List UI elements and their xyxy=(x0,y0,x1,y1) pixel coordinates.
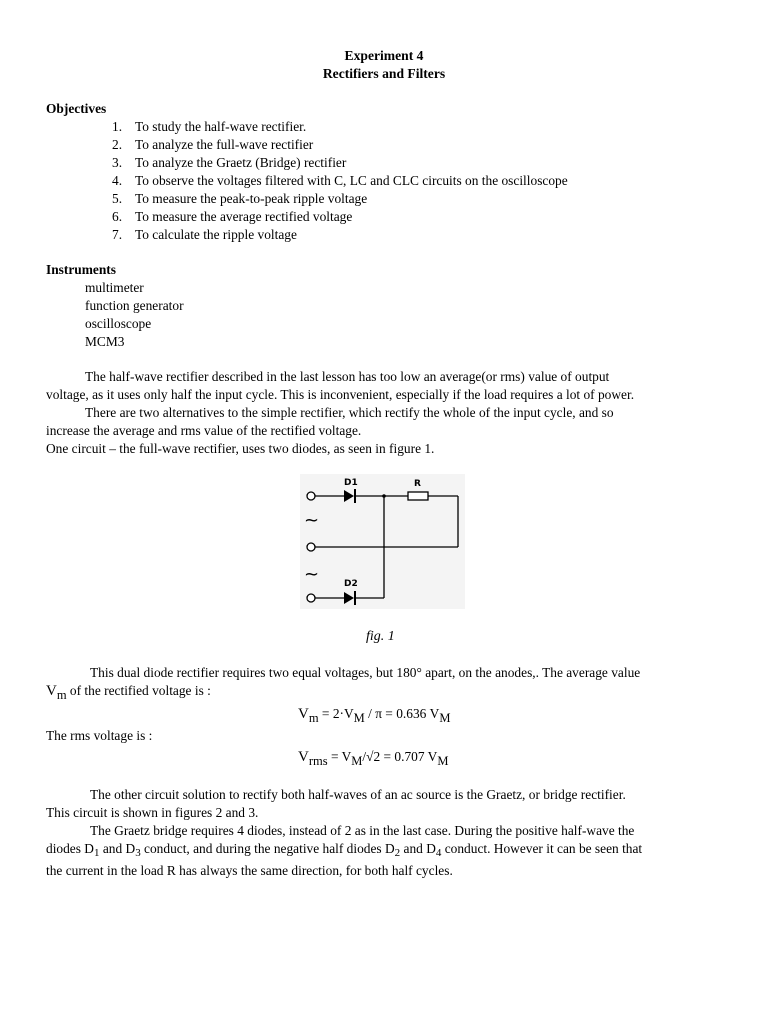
formula-average-voltage xyxy=(298,706,450,726)
text-run: conduct. However it can be seen that xyxy=(441,841,643,856)
figure-1-circuit xyxy=(300,474,465,609)
formula-subscript: M xyxy=(437,754,449,768)
subscript: 4 xyxy=(435,847,442,859)
formula-subscript: rms xyxy=(308,754,328,768)
objective-text: To calculate the ripple voltage xyxy=(135,227,297,242)
formula-term: /√2 = 0.707 V xyxy=(362,749,438,764)
instrument-item: oscilloscope xyxy=(85,316,152,331)
formula-term: V xyxy=(298,706,309,722)
intro-paragraph-line: The half-wave rectifier described in the last lesson has too low an average(or rms) value of output xyxy=(85,369,610,384)
instrument-item: MCM3 xyxy=(85,334,125,349)
graetz-paragraph-line: This circuit is shown in figures 2 and 3. xyxy=(46,805,259,820)
graetz-paragraph-line xyxy=(46,841,642,859)
objective-item xyxy=(0,137,768,155)
terminal-top xyxy=(307,492,315,500)
instrument-item: multimeter xyxy=(85,280,144,295)
terminal-bottom xyxy=(307,594,315,602)
instrument-item: function generator xyxy=(85,298,184,313)
formula-term: / π = 0.636 V xyxy=(364,706,440,721)
experiment-number: Experiment 4 xyxy=(344,48,424,63)
objective-text: To study the half-wave rectifier. xyxy=(135,119,307,134)
subscript: 1 xyxy=(93,847,100,859)
rms-intro: The rms voltage is : xyxy=(46,728,153,743)
formula-subscript: M xyxy=(353,711,365,725)
dual-paragraph-line xyxy=(46,683,211,703)
resistor-r-icon xyxy=(408,492,428,500)
figure-1-caption: fig. 1 xyxy=(366,629,395,644)
formula-term: = 2·V xyxy=(318,706,354,721)
intro-paragraph-line: voltage, as it uses only half the input cycle. This is inconvenient, especially if the load requires a lot of power. xyxy=(46,387,635,402)
diode-d1-label: D1 xyxy=(344,478,358,488)
objective-item xyxy=(0,209,768,227)
ac-source-tilde-top: ~ xyxy=(304,510,320,531)
objective-item xyxy=(0,155,768,173)
objective-text: To observe the voltages filtered with C, LC and CLC circuits on the oscilloscope xyxy=(135,173,568,188)
objective-text: To measure the peak-to-peak ripple voltage xyxy=(135,191,368,206)
formula-subscript: M xyxy=(351,754,363,768)
ac-source-tilde-bottom: ~ xyxy=(304,564,320,585)
diode-d2-label: D2 xyxy=(344,579,358,589)
dual-paragraph-line: This dual diode rectifier requires two equal voltages, but 180° apart, on the anodes,. The average value xyxy=(90,665,641,680)
objective-text: To analyze the full-wave rectifier xyxy=(135,137,314,152)
formula-subscript: M xyxy=(439,711,451,725)
objective-number: 6. xyxy=(112,209,123,224)
objective-number: 3. xyxy=(112,155,123,170)
graetz-paragraph-line: the current in the load R has always the same direction, for both half cycles. xyxy=(46,863,453,878)
objective-number: 2. xyxy=(112,137,123,152)
intro-paragraph-line: increase the average and rms value of the rectified voltage. xyxy=(46,423,362,438)
subscript: 3 xyxy=(135,847,141,859)
vm-symbol: V xyxy=(46,683,57,699)
objective-number: 4. xyxy=(112,173,123,188)
subscript: 2 xyxy=(394,847,401,859)
formula-subscript: m xyxy=(308,711,319,725)
graetz-paragraph-line: The other circuit solution to rectify both half-waves of an ac source is the Graetz, or bridge rectifier. xyxy=(90,787,626,802)
objective-text: To analyze the Graetz (Bridge) rectifier xyxy=(135,155,347,170)
objective-item xyxy=(0,191,768,209)
vm-subscript: m xyxy=(56,688,67,702)
text-run: diodes D xyxy=(46,841,94,856)
junction-dot xyxy=(382,494,386,498)
text-run: and D xyxy=(400,841,436,856)
intro-paragraph-line: There are two alternatives to the simple rectifier, which rectify the whole of the input cycle, and so xyxy=(85,405,614,420)
instruments-heading: Instruments xyxy=(46,262,116,277)
formula-term: = V xyxy=(327,749,352,764)
objective-number: 1. xyxy=(112,119,123,134)
objective-number: 5. xyxy=(112,191,123,206)
formula-rms-voltage xyxy=(298,749,448,769)
experiment-title: Rectifiers and Filters xyxy=(322,66,446,81)
intro-paragraph-line: One circuit – the full-wave rectifier, uses two diodes, as seen in figure 1. xyxy=(46,441,435,456)
terminal-middle xyxy=(307,543,315,551)
formula-term: V xyxy=(298,749,309,765)
graetz-paragraph-line: The Graetz bridge requires 4 diodes, instead of 2 as in the last case. During the positive half-wave the xyxy=(90,823,635,838)
text-run: and D xyxy=(99,841,136,856)
objective-item xyxy=(0,227,768,245)
figure-background xyxy=(300,474,465,609)
objective-number: 7. xyxy=(112,227,123,242)
resistor-r-label: R xyxy=(414,479,421,489)
objective-text: To measure the average rectified voltage xyxy=(135,209,353,224)
vm-text: of the rectified voltage is : xyxy=(66,683,211,698)
objective-item xyxy=(0,119,768,137)
objective-item xyxy=(0,173,768,191)
objectives-heading: Objectives xyxy=(46,101,107,116)
text-run: conduct, and during the negative half diodes D xyxy=(140,841,395,856)
